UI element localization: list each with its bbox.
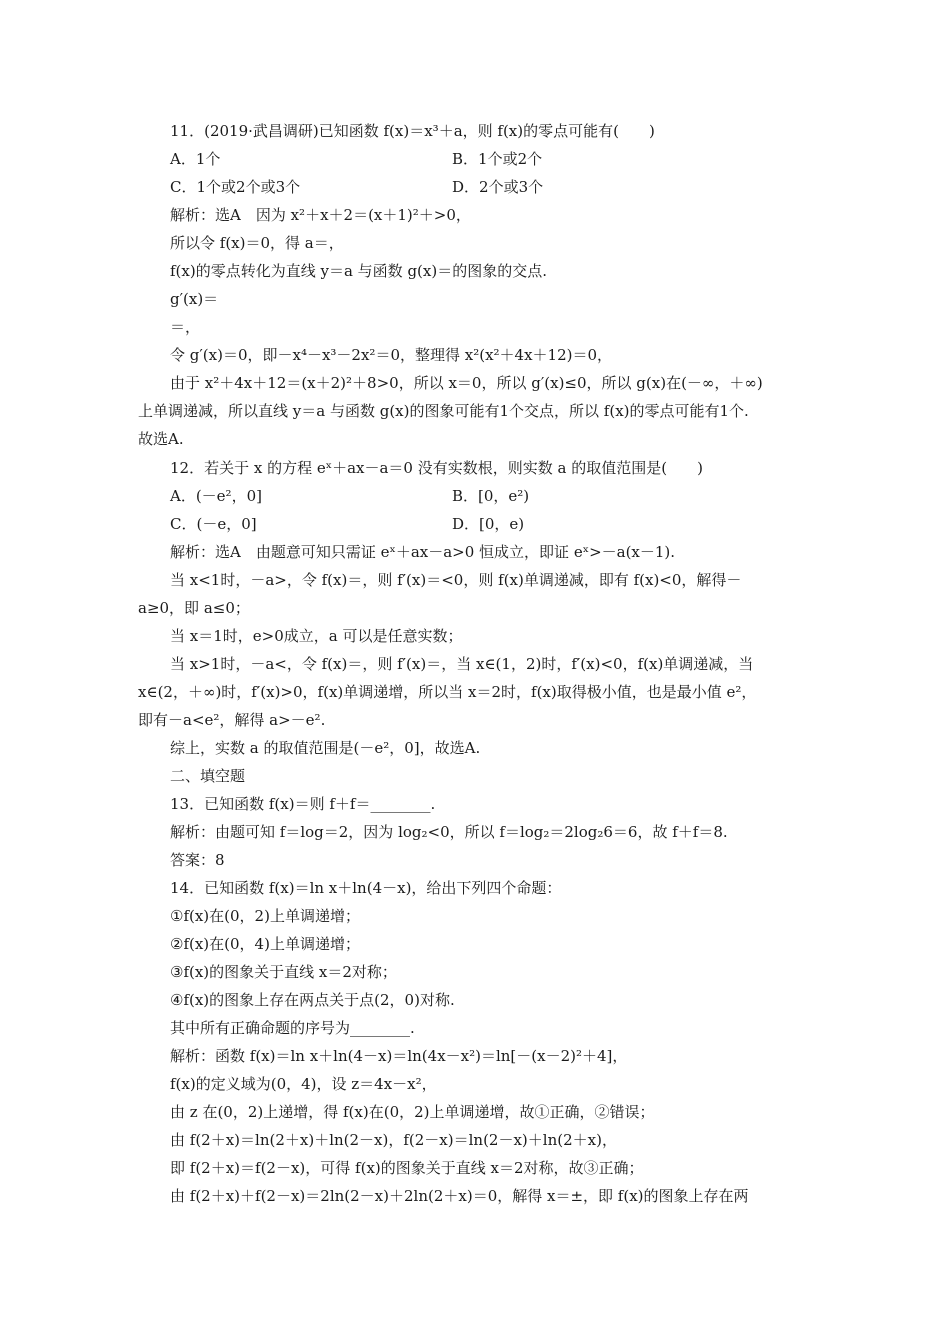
text-line <box>0 539 950 566</box>
text-segment: D．2个或3个 <box>452 178 544 196</box>
text-segment: ＝， <box>170 318 201 336</box>
text-line <box>0 426 950 453</box>
text-line <box>0 146 950 173</box>
text-line <box>0 202 950 229</box>
text-segment: 即 f(2＋x)＝f(2－x)，可得 f(x)的图象关于直线 x＝2对称，故③正确； <box>170 1159 644 1177</box>
text-line <box>0 931 950 958</box>
text-segment: 解析：选A 因为 x²＋x＋2＝(x＋1)²＋>0， <box>170 206 471 224</box>
text-segment: 当 x<1时，－a>，令 f(x)＝，则 f′(x)＝<0，则 f(x)单调递减，即有 f(x)<0，解得－ <box>170 571 742 589</box>
text-segment: 其中所有正确命题的序号为________. <box>170 1019 415 1037</box>
text-line <box>0 1127 950 1154</box>
text-segment: a≥0，即 a≤0； <box>138 599 250 617</box>
text-line <box>0 1071 950 1098</box>
text-line <box>0 763 950 790</box>
text-segment: 二、填空题 <box>170 767 246 785</box>
text-segment: 13．已知函数 f(x)＝则 f＋f＝________. <box>170 795 436 813</box>
text-segment: 综上，实数 a 的取值范围是(－e²，0]，故选A. <box>170 739 481 757</box>
text-segment: B．[0，e²) <box>452 487 530 505</box>
text-segment: 解析：函数 f(x)＝ln x＋ln(4－x)＝ln(4x－x²)＝ln[－(x－2)²＋4]， <box>170 1047 628 1065</box>
text-line <box>0 791 950 818</box>
text-line <box>0 174 950 201</box>
text-line <box>0 1043 950 1070</box>
text-line <box>0 342 950 369</box>
text-line <box>0 1099 950 1126</box>
text-segment: 上单调递减，所以直线 y＝a 与函数 g(x)的图象可能有1个交点，所以 f(x)的零点可能有1个. <box>138 402 749 420</box>
text-line <box>0 875 950 902</box>
text-line <box>0 1015 950 1042</box>
text-segment: 答案：8 <box>170 851 225 869</box>
text-segment: f(x)的定义域为(0，4)，设 z＝4x－x²， <box>170 1075 437 1093</box>
text-segment: B．1个或2个 <box>452 150 543 168</box>
text-line <box>0 819 950 846</box>
text-segment: 当 x>1时，－a<，令 f(x)＝，则 f′(x)＝，当 x∈(1，2)时，f′(x)<0，f(x)单调递减，当 <box>170 655 754 673</box>
text-line <box>0 1155 950 1182</box>
text-segment: 11．(2019·武昌调研)已知函数 f(x)＝x³＋a，则 f(x)的零点可能有( ) <box>170 122 655 140</box>
text-segment: 当 x＝1时，e>0成立，a 可以是任意实数； <box>170 627 463 645</box>
text-segment: f(x)的零点转化为直线 y＝a 与函数 g(x)＝的图象的交点. <box>170 262 547 280</box>
text-line <box>0 258 950 285</box>
text-line <box>0 959 950 986</box>
text-segment: x∈(2，＋∞)时，f′(x)>0，f(x)单调递增，所以当 x＝2时，f(x)取得极小值，也是最小值 e²， <box>138 683 757 701</box>
text-segment: D．[0，e) <box>452 515 525 533</box>
text-segment: A．1个 <box>170 150 221 168</box>
text-line <box>0 679 950 706</box>
text-line <box>0 735 950 762</box>
text-line <box>0 847 950 874</box>
text-line <box>0 314 950 341</box>
text-segment: 故选A. <box>138 430 184 448</box>
text-line <box>0 483 950 510</box>
text-segment: ①f(x)在(0，2)上单调递增； <box>170 907 360 925</box>
text-line <box>0 987 950 1014</box>
text-segment: ②f(x)在(0，4)上单调递增； <box>170 935 360 953</box>
text-line <box>0 511 950 538</box>
text-segment: C．(－e，0] <box>170 515 257 533</box>
text-segment: 令 g′(x)＝0，即－x⁴－x³－2x²＝0，整理得 x²(x²＋4x＋12)＝0， <box>170 346 613 364</box>
text-segment: 12．若关于 x 的方程 eˣ＋ax－a＝0 没有实数根，则实数 a 的取值范围是( ) <box>170 459 703 477</box>
text-segment: 14．已知函数 f(x)＝ln x＋ln(4－x)，给出下列四个命题： <box>170 879 562 897</box>
text-line <box>0 1183 950 1210</box>
text-line <box>0 623 950 650</box>
text-line <box>0 595 950 622</box>
text-segment: 所以令 f(x)＝0，得 a＝， <box>170 234 344 252</box>
text-segment: 由 z 在(0，2)上递增，得 f(x)在(0，2)上单调递增，故①正确，②错误； <box>170 1103 655 1121</box>
text-segment: 由 f(2＋x)＝ln(2＋x)＋ln(2－x)，f(2－x)＝ln(2－x)＋ln(2＋x)， <box>170 1131 617 1149</box>
text-line <box>0 370 950 397</box>
text-segment: 解析：选A 由题意可知只需证 eˣ＋ax－a>0 恒成立，即证 eˣ>－a(x－1). <box>170 543 676 561</box>
text-segment: 由于 x²＋4x＋12＝(x＋2)²＋8>0，所以 x＝0，所以 g′(x)≤0，所以 g(x)在(－∞，＋∞) <box>170 374 763 392</box>
text-line <box>0 286 950 313</box>
text-line <box>0 651 950 678</box>
text-segment: ④f(x)的图象上存在两点关于点(2，0)对称. <box>170 991 455 1009</box>
text-segment: ③f(x)的图象关于直线 x＝2对称； <box>170 963 397 981</box>
text-segment: C．1个或2个或3个 <box>170 178 301 196</box>
text-line <box>0 707 950 734</box>
text-line <box>0 230 950 257</box>
text-segment: 由 f(2＋x)＋f(2－x)＝2ln(2－x)＋2ln(2＋x)＝0，解得 x＝±，即 f(x)的图象上存在两 <box>170 1187 749 1205</box>
text-segment: 即有－a<e²，解得 a>－e². <box>138 711 326 729</box>
text-segment: 解析：由题可知 f＝log＝2，因为 log₂<0，所以 f＝log₂＝2log₂6＝6，故 f＋f＝8. <box>170 823 728 841</box>
text-segment: g′(x)＝ <box>170 290 219 308</box>
text-line <box>0 567 950 594</box>
text-line <box>0 118 950 145</box>
text-line <box>0 455 950 482</box>
text-line <box>0 903 950 930</box>
text-line <box>0 398 950 425</box>
text-segment: A．(－e²，0] <box>170 487 262 505</box>
